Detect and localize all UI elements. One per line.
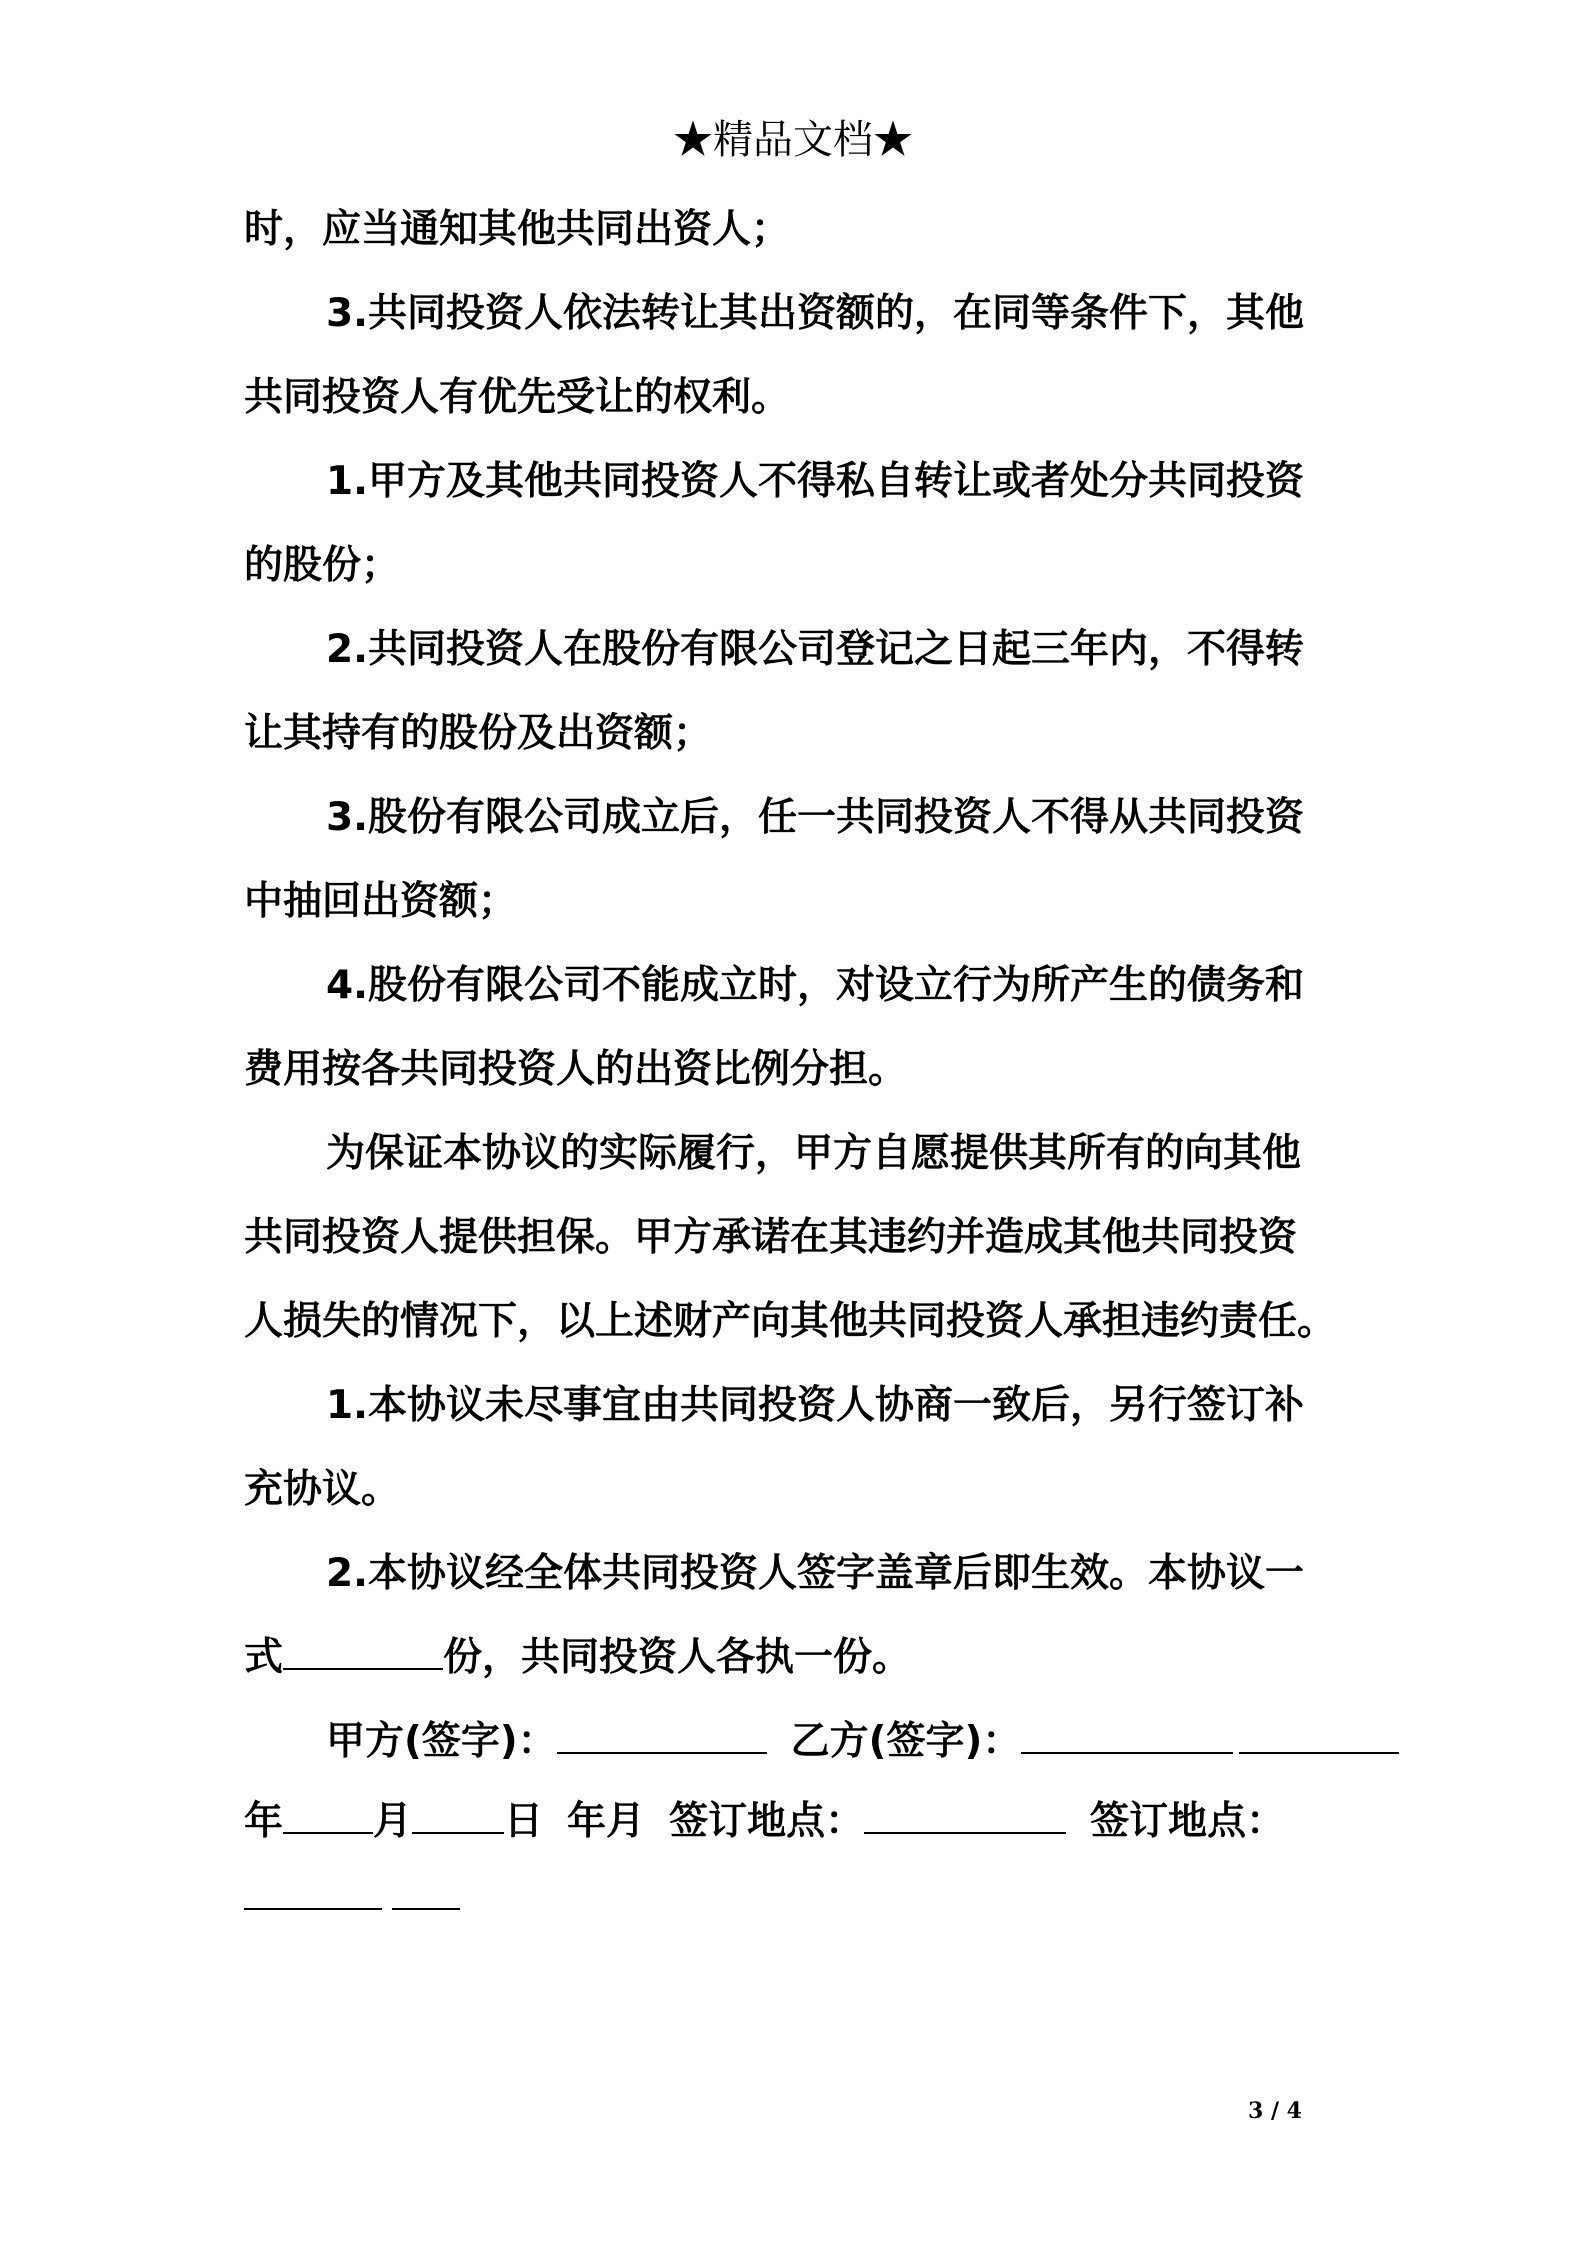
body-line: 共同投资人提供担保。甲方承诺在其违约并造成其他共同投资 — [244, 1215, 1298, 1260]
party-a-blank[interactable] — [557, 1714, 767, 1754]
body-line: 时，应当通知其他共同出资人； — [244, 207, 791, 252]
place-blank-2[interactable] — [244, 1870, 382, 1910]
party-b-label: 乙方(签字)： — [790, 1719, 1022, 1764]
place-blank-line — [244, 1870, 460, 1926]
party-b-blank[interactable] — [1021, 1714, 1233, 1754]
place-blank-1[interactable] — [864, 1794, 1066, 1834]
body-line: 费用按各共同投资人的出资比例分担。 — [244, 1047, 908, 1092]
page-number: 3 / 4 — [1248, 2098, 1302, 2124]
place-blank-3[interactable] — [392, 1870, 460, 1910]
body-line: 1.本协议未尽事宜由共同投资人协商一致后，另行签订补 — [326, 1383, 1304, 1428]
body-line: 4.股份有限公司不能成立时，对设立行为所产生的债务和 — [326, 963, 1304, 1008]
year-label: 年 — [244, 1799, 284, 1844]
body-line: 2.共同投资人在股份有限公司登记之日起三年内，不得转 — [326, 627, 1304, 672]
year-month-label: 年月 — [567, 1799, 646, 1844]
body-line: 让其持有的股份及出资额； — [244, 711, 713, 756]
party-b-blank-extra[interactable] — [1239, 1714, 1399, 1754]
copies-suffix: 份，共同投资人各执一份。 — [443, 1635, 912, 1680]
body-line: 3.股份有限公司成立后，任一共同投资人不得从共同投资 — [326, 795, 1304, 840]
day-label: 日 — [504, 1799, 544, 1844]
month-label: 月 — [373, 1799, 413, 1844]
body-line: 共同投资人有优先受让的权利。 — [244, 375, 791, 420]
copies-line — [244, 1630, 911, 1686]
copies-blank[interactable] — [283, 1630, 443, 1670]
signature-line — [326, 1714, 1399, 1770]
body-line: 的股份； — [244, 543, 401, 588]
body-line: 1.甲方及其他共同投资人不得私自转让或者处分共同投资 — [326, 459, 1304, 504]
body-line: 2.本协议经全体共同投资人签字盖章后即生效。本协议一 — [326, 1551, 1304, 1596]
party-a-label: 甲方(签字)： — [326, 1719, 557, 1764]
body-line: 中抽回出资额； — [244, 879, 518, 924]
month-blank[interactable] — [283, 1794, 373, 1834]
page-header: ★精品文档★ — [673, 117, 913, 163]
place-label-2: 签订地点： — [1090, 1799, 1286, 1844]
day-blank[interactable] — [412, 1794, 504, 1834]
copies-prefix: 式 — [244, 1635, 284, 1680]
place-label-1: 签订地点： — [669, 1799, 865, 1844]
body-line: 为保证本协议的实际履行，甲方自愿提供其所有的向其他 — [326, 1131, 1302, 1176]
body-line: 3.共同投资人依法转让其出资额的，在同等条件下，其他 — [326, 291, 1304, 336]
date-line — [244, 1794, 1285, 1850]
body-line: 充协议。 — [244, 1467, 401, 1512]
body-line: 人损失的情况下，以上述财产向其他共同投资人承担违约责任。 — [244, 1299, 1337, 1344]
